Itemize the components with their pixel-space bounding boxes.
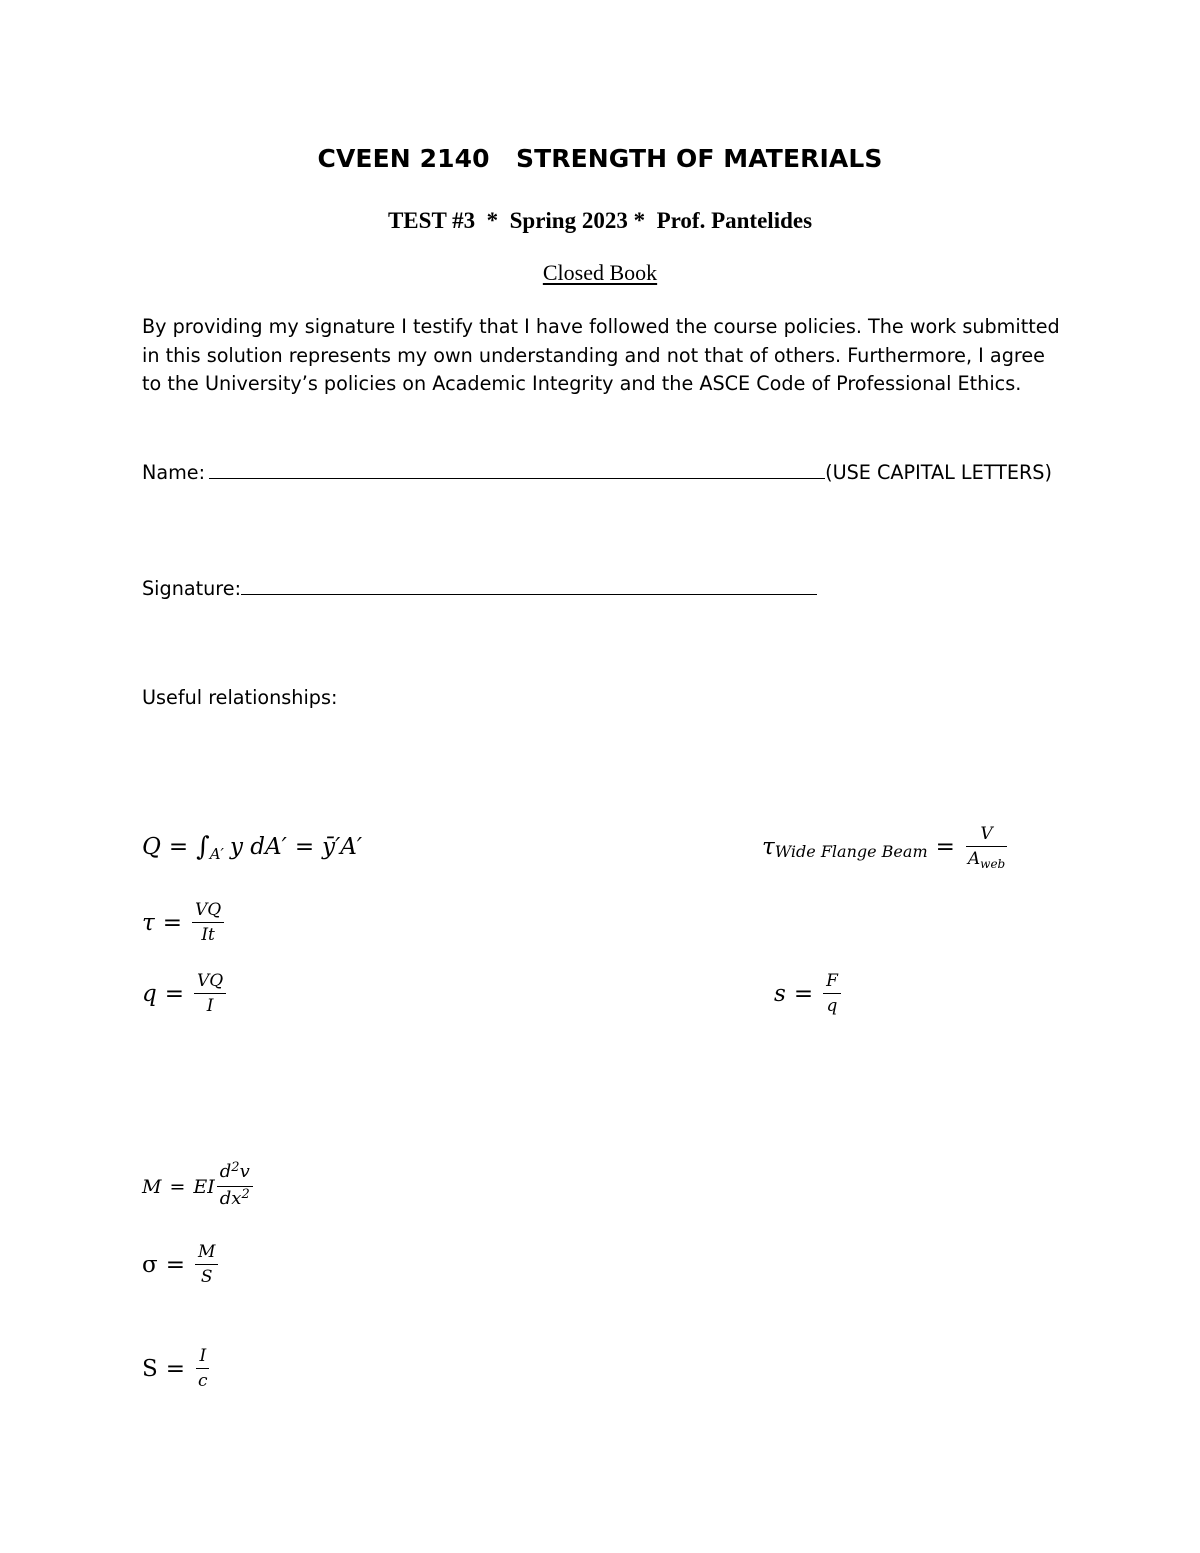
fraction	[192, 900, 224, 945]
eq-symbol: τ	[142, 909, 155, 936]
signature-field-row	[142, 574, 817, 600]
eq-symbol: Q	[142, 834, 161, 860]
shear-stress-equation	[142, 900, 224, 945]
honor-statement-line: in this solution represents my own understanding and not that of others. Furthermore, I agree	[142, 343, 1045, 367]
eq-subscript: Wide Flange Beam	[774, 841, 928, 861]
numerator-variable: v	[239, 1161, 250, 1182]
name-label: Name:	[142, 461, 206, 484]
eq-symbol: M	[142, 1175, 162, 1198]
denominator: c	[198, 1371, 208, 1391]
eq-symbol: S	[142, 1355, 158, 1382]
equals-sign: =	[164, 980, 185, 1007]
moment-curvature-equation	[142, 1162, 253, 1211]
equals-sign: =	[165, 1251, 185, 1278]
wide-flange-shear-equation	[762, 824, 1008, 870]
denominator	[965, 847, 1008, 870]
equals-sign: =	[169, 1175, 186, 1198]
honor-statement	[142, 313, 1062, 399]
fraction	[195, 1346, 211, 1391]
numerator: V	[966, 824, 1006, 847]
denominator	[217, 1187, 253, 1211]
equals-sign: =	[793, 980, 814, 1007]
equals-sign: =	[162, 909, 183, 936]
course-title: CVEEN 2140 STRENGTH OF MATERIALS	[317, 144, 883, 173]
book-policy: Closed Book	[542, 260, 658, 285]
fraction	[195, 1242, 218, 1287]
numerator: VQ	[194, 971, 226, 994]
equals-sign: =	[165, 1355, 186, 1382]
signature-label: Signature:	[142, 577, 242, 600]
name-note: (USE CAPITAL LETTERS)	[825, 461, 1052, 484]
equals-sign: =	[935, 834, 955, 860]
denominator-exponent: 2	[241, 1187, 250, 1202]
eq-symbol: τ	[762, 834, 775, 860]
eq-symbol: s	[774, 980, 786, 1007]
numerator: M	[195, 1242, 218, 1265]
numerator-exponent: 2	[231, 1160, 240, 1175]
integral-subscript: A′	[209, 845, 224, 863]
numerator: F	[823, 971, 841, 994]
test-info: TEST #3 * Spring 2023 * Prof. Pantelides	[387, 208, 813, 233]
fraction	[194, 971, 226, 1016]
numerator	[217, 1162, 253, 1187]
denominator: S	[200, 1267, 213, 1287]
signature-blank[interactable]	[241, 574, 817, 595]
denominator: q	[826, 996, 838, 1016]
first-moment-equation	[142, 832, 362, 862]
relationships-label: Useful relationships:	[142, 686, 338, 709]
numerator: I	[196, 1346, 209, 1369]
integral-sign: ∫	[196, 832, 210, 862]
eq-symbol: q	[142, 980, 157, 1007]
eq-coefficient: EI	[193, 1175, 215, 1198]
name-field-row	[142, 458, 1052, 484]
honor-statement-line: to the University’s policies on Academic Integrity and the ASCE Code of Professional Ethics.	[142, 372, 1022, 395]
fastener-spacing-equation	[774, 971, 841, 1016]
eq-symbol: σ	[142, 1251, 158, 1278]
denominator-base: A	[967, 849, 981, 869]
denominator-subscript: web	[980, 857, 1006, 871]
numerator: VQ	[192, 900, 224, 923]
section-modulus-equation	[142, 1346, 211, 1391]
numerator-base: d	[219, 1161, 232, 1182]
fraction	[823, 971, 841, 1016]
fraction	[217, 1162, 253, 1211]
name-blank[interactable]	[209, 458, 825, 479]
fraction	[965, 824, 1008, 870]
integrand: y dA′	[229, 834, 287, 860]
eq-rhs: ȳ′A′	[322, 834, 363, 860]
shear-flow-equation	[142, 971, 226, 1016]
bending-stress-equation	[142, 1242, 218, 1287]
honor-statement-line: By providing my signature I testify that I have followed the course policies. The work submitted	[142, 315, 1060, 338]
denominator-base: dx	[219, 1188, 242, 1209]
equals-sign: =	[168, 834, 189, 860]
denominator: It	[201, 925, 215, 945]
equals-sign: =	[294, 834, 315, 860]
denominator: I	[206, 996, 214, 1016]
